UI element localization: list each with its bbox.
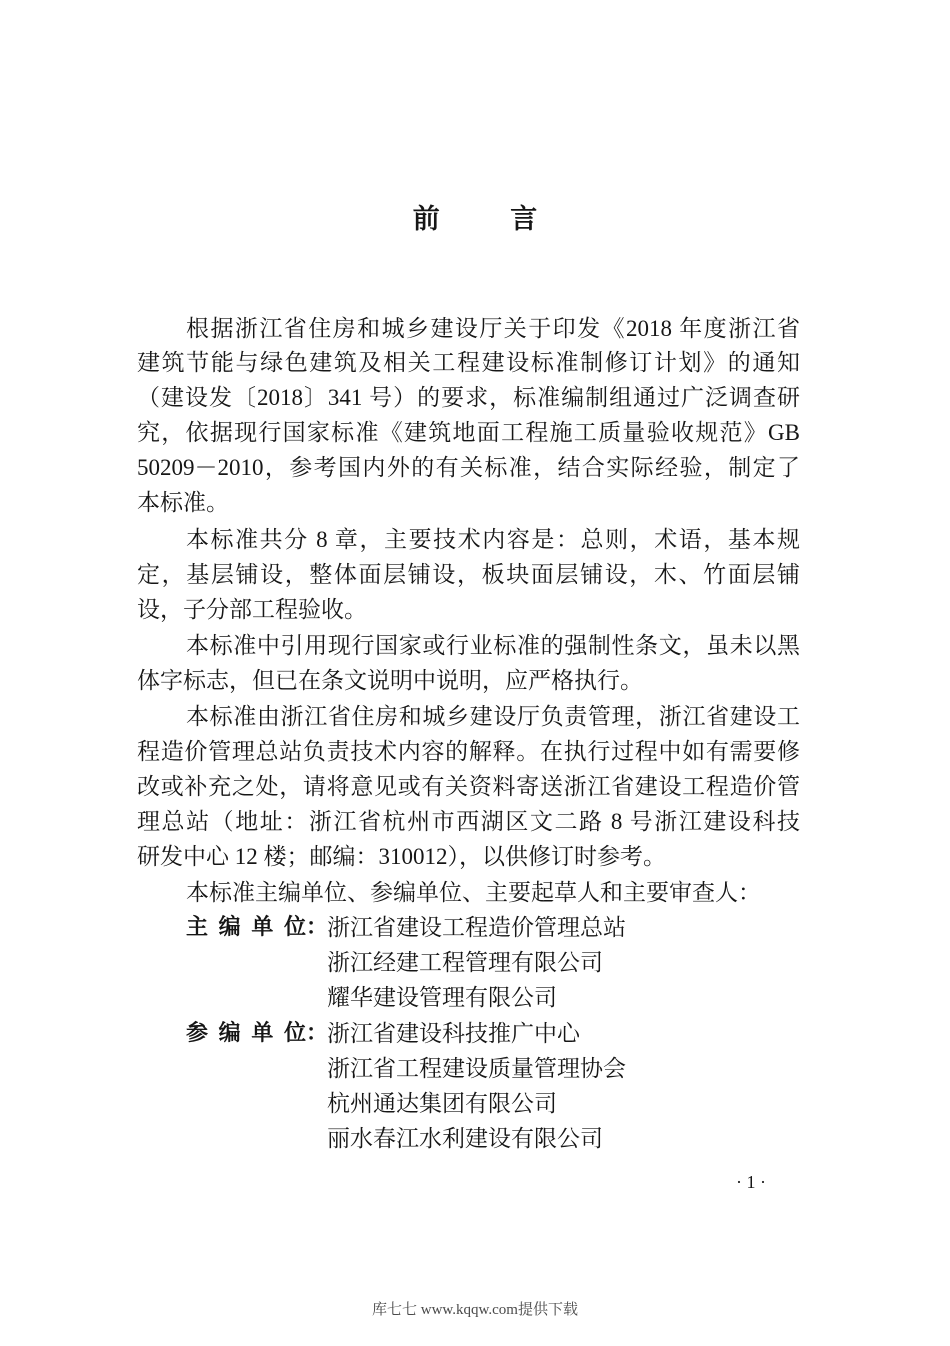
participating-unit-row (0, 1086, 950, 1121)
text-line: 设，子分部工程验收。 (137, 597, 367, 622)
text-line: 研发中心 12 楼；邮编：310012），以供修订时参考。 (137, 844, 666, 869)
text-line: 定，基层铺设，整体面层铺设，板块面层铺设，木、竹面层铺 (137, 562, 800, 587)
chief-editor-unit-row (0, 945, 950, 980)
text-line: 本标准中引用现行国家或行业标准的强制性条文，虽未以黑 (186, 633, 800, 658)
chief-editor-unit-name: 耀华建设管理有限公司 (327, 985, 557, 1010)
chief-editor-unit-name: 浙江省建设工程造价管理总站 (327, 915, 626, 940)
chief-editor-unit-row (0, 980, 950, 1015)
text-line: 本标准。 (137, 490, 229, 515)
participating-unit-name: 浙江省建设科技推广中心 (327, 1021, 580, 1046)
text-line: 本标准共分 8 章，主要技术内容是：总则，术语，基本规 (186, 527, 800, 552)
chief-editor-unit-name: 浙江经建工程管理有限公司 (327, 950, 603, 975)
text-line: 程造价管理总站负责技术内容的解释。在执行过程中如有需要修 (137, 739, 800, 764)
text-line: 究，依据现行国家标准《建筑地面工程施工质量验收规范》GB (137, 420, 800, 445)
page-title: 前 言 (412, 204, 538, 235)
text-line: 50209－2010，参考国内外的有关标准，结合实际经验，制定了 (137, 455, 800, 480)
text-line: 本标准由浙江省住房和城乡建设厅负责管理，浙江省建设工 (186, 704, 800, 729)
text-line: 体字标志，但已在条文说明中说明，应严格执行。 (137, 668, 643, 693)
text-line: 本标准主编单位、参编单位、主要起草人和主要审查人： (186, 880, 761, 905)
chief-editor-unit-row (0, 910, 950, 945)
participating-unit-name: 杭州通达集团有限公司 (327, 1091, 557, 1116)
participating-unit-row (0, 1121, 950, 1156)
participating-unit-name: 浙江省工程建设质量管理协会 (327, 1056, 626, 1081)
participating-unit-name: 丽水春江水利建设有限公司 (327, 1126, 603, 1151)
text-line: （建设发〔2018〕341 号）的要求，标准编制组通过广泛调查研 (137, 385, 800, 410)
text-line: 建筑节能与绿色建筑及相关工程建设标准制修订计划》的通知 (137, 350, 800, 375)
text-line: 改或补充之处，请将意见或有关资料寄送浙江省建设工程造价管 (137, 774, 800, 799)
download-watermark: 库七七 www.kqqw.com提供下载 (372, 1302, 578, 1318)
participating-unit-row (0, 1051, 950, 1086)
participating-unit-label: 参 编 单 位： (186, 1021, 328, 1046)
text-line: 根据浙江省住房和城乡建设厅关于印发《2018 年度浙江省 (186, 316, 800, 341)
participating-unit-row (0, 1016, 950, 1051)
page-number: · 1 · (736, 1172, 766, 1192)
chief-editor-unit-label: 主 编 单 位： (186, 915, 328, 940)
text-line: 理总站（地址：浙江省杭州市西湖区文二路 8 号浙江建设科技 (137, 809, 800, 834)
